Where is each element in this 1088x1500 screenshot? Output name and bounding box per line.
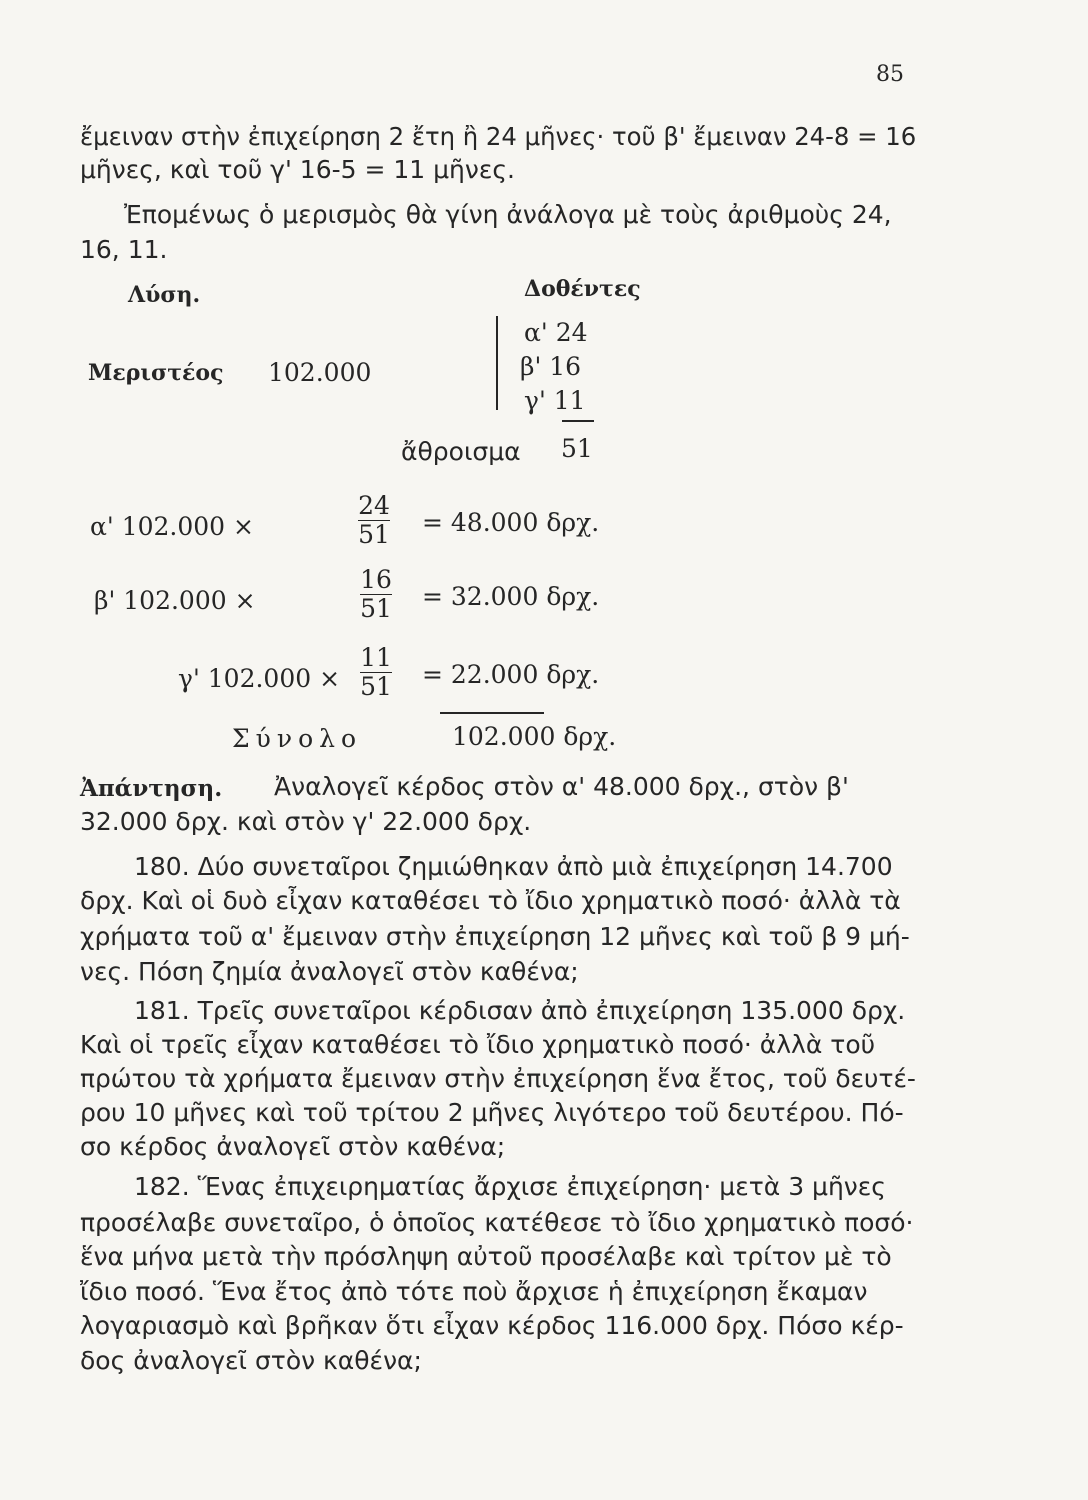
given-row: γ' 11: [524, 386, 586, 415]
fraction: [356, 566, 396, 623]
problem-182-line: 182. Ἕνας ἐπιχειρηματίας ἄρχισε ἐπιχείρηση· μετὰ 3 μῆνες: [134, 1172, 886, 1201]
problem-181-line: σο κέρδος ἀναλογεῖ στὸν καθένα;: [80, 1132, 506, 1161]
fraction-numerator: 11: [360, 643, 392, 672]
fraction-denominator: 51: [358, 520, 390, 549]
total-label: Σύνολο: [232, 724, 363, 753]
problem-182-line: ἕνα μήνα μετὰ τὴν πρόσληψη αὐτοῦ προσέλαβε καὶ τρίτον μὲ τὸ: [80, 1242, 892, 1271]
solution-label: Λύση.: [128, 282, 201, 308]
problem-182-line: ἴδιο ποσό. Ἕνα ἔτος ἀπὸ τότε ποὺ ἄρχισε ἡ ἐπιχείρηση ἔκαμαν: [80, 1277, 868, 1306]
sum-value: 51: [561, 434, 593, 463]
problem-181-line: ρου 10 μῆνες καὶ τοῦ τρίτου 2 μῆνες λιγότερο τοῦ δευτέρου. Πό-: [80, 1098, 904, 1127]
page-number: 85: [876, 62, 904, 87]
calc-result: = 22.000 δρχ.: [422, 660, 600, 689]
given-row: α' 24: [524, 318, 588, 347]
text-line: 16, 11.: [80, 235, 168, 264]
given-label: Δοθέντες: [524, 276, 641, 302]
fraction-numerator: 24: [358, 491, 390, 520]
problem-181-line: πρώτου τὰ χρήματα ἔμειναν στὴν ἐπιχείρηση ἕνα ἔτος, τοῦ δευτέ-: [80, 1064, 916, 1093]
problem-181-line: Καὶ οἱ τρεῖς εἶχαν καταθέσει τὸ ἴδιο χρηματικὸ ποσό· ἀλλὰ τοῦ: [80, 1030, 876, 1059]
sum-rule: [562, 420, 594, 422]
problem-180-line: δρχ. Καὶ οἱ δυὸ εἶχαν καταθέσει τὸ ἴδιο χρηματικὸ ποσό· ἀλλὰ τὰ: [80, 886, 901, 915]
answer-label: Ἀπάντηση.: [80, 775, 223, 802]
problem-181-line: 181. Τρεῖς συνεταῖροι κέρδισαν ἀπὸ ἐπιχείρηση 135.000 δρχ.: [134, 996, 906, 1025]
text-line: μῆνες, καὶ τοῦ γ' 16-5 = 11 μῆνες.: [80, 155, 515, 184]
text-line: ἔμειναν στὴν ἐπιχείρηση 2 ἔτη ἢ 24 μῆνες· τοῦ β' ἔμειναν 24-8 = 16: [80, 122, 917, 151]
fraction-denominator: 51: [360, 594, 392, 623]
problem-182-line: προσέλαβε συνεταῖρο, ὁ ὁποῖος κατέθεσε τὸ ἴδιο χρηματικὸ ποσό·: [80, 1208, 914, 1237]
problem-180-line: χρήματα τοῦ α' ἔμειναν στὴν ἐπιχείρηση 12 μῆνες καὶ τοῦ β 9 μή-: [80, 922, 910, 951]
calc-result: = 48.000 δρχ.: [422, 508, 600, 537]
fraction-numerator: 16: [360, 565, 392, 594]
answer-line: 32.000 δρχ. καὶ στὸν γ' 22.000 δρχ.: [80, 807, 532, 836]
calc-result: = 32.000 δρχ.: [422, 582, 600, 611]
fraction-denominator: 51: [360, 672, 392, 701]
total-rule: [440, 712, 544, 714]
calc-label: β' 102.000 ×: [94, 586, 256, 615]
calc-label: γ' 102.000 ×: [178, 664, 341, 693]
given-row: β' 16: [520, 352, 582, 381]
problem-182-line: λογαριασμὸ καὶ βρῆκαν ὅτι εἶχαν κέρδος 116.000 δρχ. Πόσο κέρ-: [80, 1311, 904, 1340]
sum-label: ἄθροισμα: [401, 437, 521, 466]
text-line: Ἐπομένως ὁ μερισμὸς θὰ γίνη ἀνάλογα μὲ τοὺς ἀριθμοὺς 24,: [124, 200, 892, 229]
total-value: 102.000 δρχ.: [452, 722, 617, 751]
fraction: [354, 492, 394, 549]
problem-180-line: 180. Δύο συνεταῖροι ζημιώθηκαν ἀπὸ μιὰ ἐπιχείρηση 14.700: [134, 852, 893, 881]
given-bracket: [496, 316, 498, 410]
fraction: [356, 644, 396, 701]
answer-line: Ἀναλογεῖ κέρδος στὸν α' 48.000 δρχ., στὸν β': [274, 772, 849, 801]
problem-180-line: νες. Πόση ζημία ἀναλογεῖ στὸν καθένα;: [80, 957, 579, 986]
dividend-value: 102.000: [268, 358, 372, 387]
problem-182-line: δος ἀναλογεῖ στὸν καθένα;: [80, 1346, 422, 1375]
dividend-label: Μεριστέος: [88, 360, 224, 386]
calc-label: α' 102.000 ×: [90, 512, 254, 541]
